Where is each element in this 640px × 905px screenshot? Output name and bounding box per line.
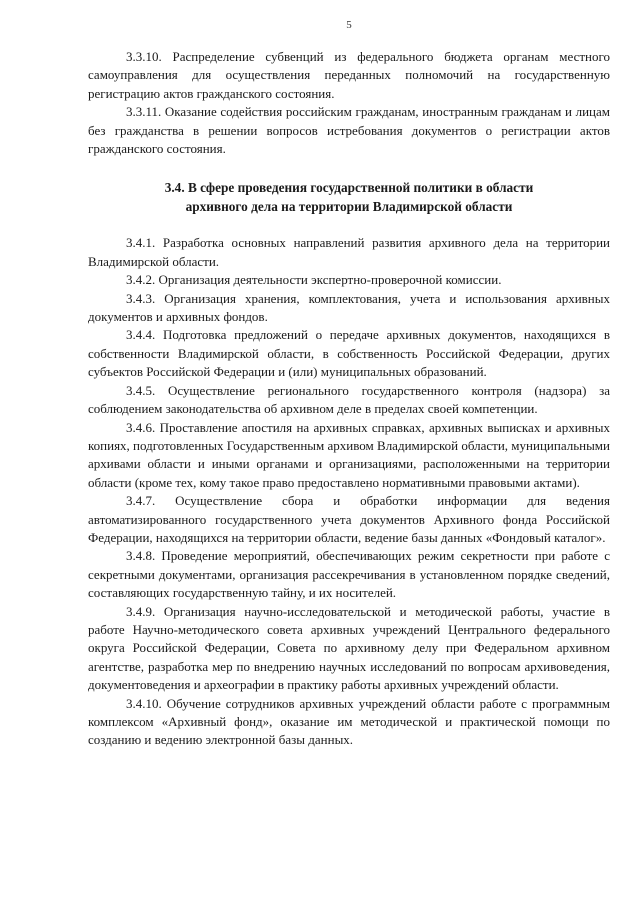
paragraph-3-4-5: 3.4.5. Осуществление регионального государственного контроля (надзора) за соблюдением законодательства об архивном деле в пределах своей компетенции. [88,382,610,417]
paragraph-3-4-8: 3.4.8. Проведение мероприятий, обеспечивающих режим секретности при работе с секретными документами, организация рассекречивания в установленном порядке сведений, составляющих государственную тайну, и их носителей. [88,548,610,601]
paragraph-3-4-1: 3.4.1. Разработка основных направлений развития архивного дела на территории Владимирской области. [88,235,610,269]
section-heading-line-1: 3.4. В сфере проведения государственной политики в области [164,180,534,196]
section-paragraphs [88,234,610,749]
paragraph-3-4-7: 3.4.7. Осуществление сбора и обработки информации для ведения автоматизированного государственного учета документов Архивного фонда Российской Федерации, находящихся на территории области, ведение базы данных «Фондовый каталог». [88,493,610,545]
paragraph-3-4-9: 3.4.9. Организация научно-исследовательской и методической работы, участие в работе Научно-методического совета архивных учреждений Центрального федерального округа Российской Федерации, Совета по архивному делу при Федеральном архивном агентстве, разработка мер по внедрению научных исследований по вопросам архивоведения, документоведения и археографии в практику работы архивных учреждений области. [88,603,610,693]
paragraph-3-4-3: 3.4.3. Организация хранения, комплектования, учета и использования архивных документов и архивных фондов. [88,290,610,325]
section-heading-line-2: архивного дела на территории Владимирской области [185,199,513,215]
paragraph-3-4-6: 3.4.6. Проставление апостиля на архивных справках, архивных выписках и архивных копиях, подготовленных Государственным архивом Владимирской области, муниципальными архивами области и иными органами и организациями, расположенными на территории области (кроме тех, кому такое право предоставлено нормативными правовыми актами). [88,419,610,490]
page-number: 5 [346,19,352,31]
paragraph-3-4-2: 3.4.2. Организация деятельности экспертно-проверочной комиссии. [126,272,502,288]
paragraph-3-4-10: 3.4.10. Обучение сотрудников архивных учреждений области работе с программным комплексом «Архивный фонд», оказание им методической и практической помощи по созданию и ведению электронной базы данных. [88,695,610,748]
top-paragraphs [88,48,610,158]
paragraph-3-4-4: 3.4.4. Подготовка предложений о передаче архивных документов, находящихся в собственности Владимирской области, в собственность Российской Федерации, других субъектов Российской Федерации и (или) муниципальных образований. [88,327,610,380]
paragraph-3-3-10: 3.3.10. Распределение субвенций из федерального бюджета органам местного самоуправления для осуществления переданных полномочий на государственную регистрацию актов гражданского состояния. [88,49,610,101]
paragraph-3-3-11: 3.3.11. Оказание содействия российским гражданам, иностранным гражданам и лицам без гражданства в решении вопросов истребования документов о регистрации актов гражданского состояния. [88,104,610,157]
section-heading [88,178,610,216]
